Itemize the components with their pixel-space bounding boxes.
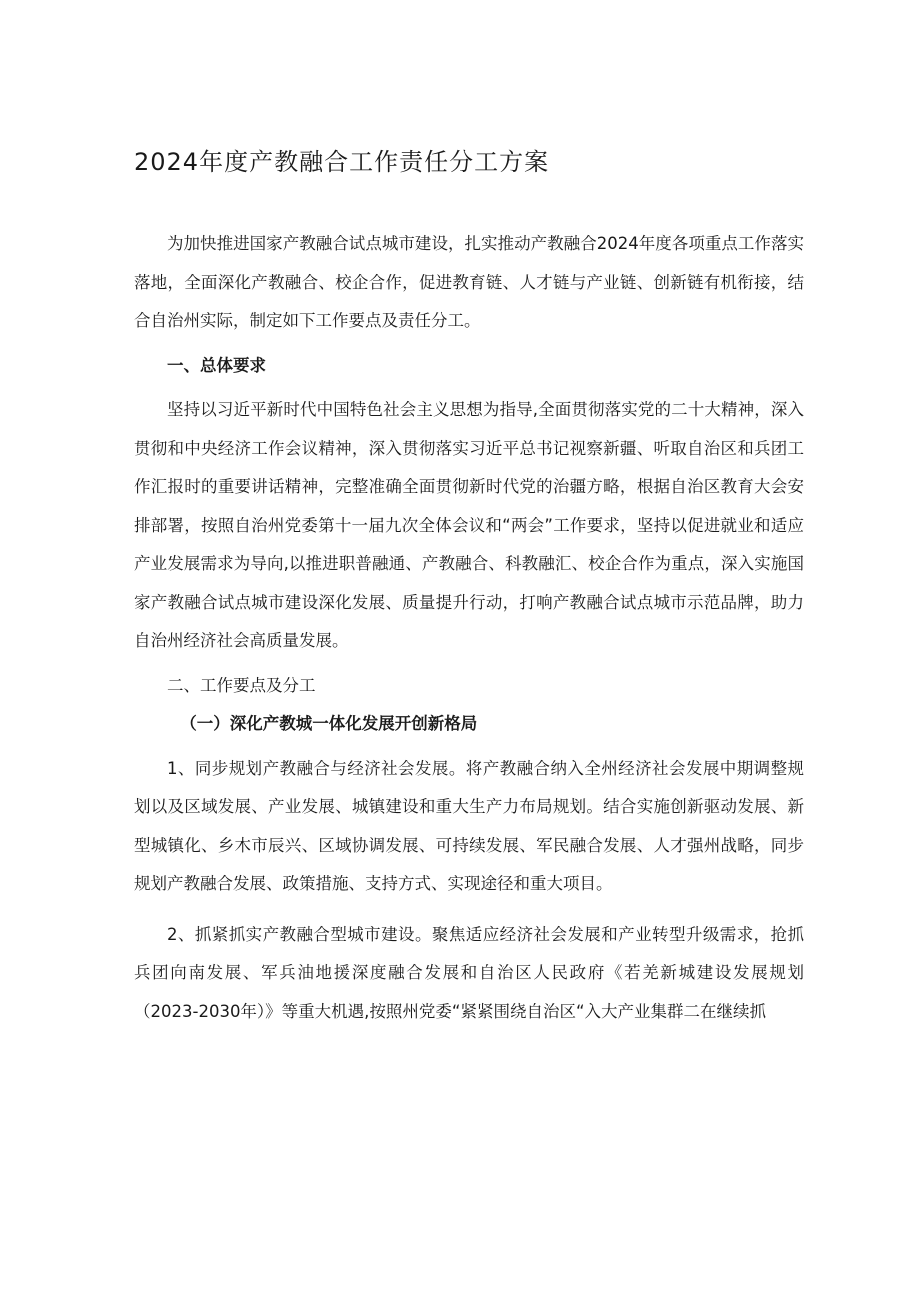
intro-paragraph: 为加快推进国家产教融合试点城市建设，扎实推动产教融合2024年度各项重点工作落实落地，全面深化产教融合、校企合作，促进教育链、人才链与产业链、创新链有机衔接，结合自治州实际，制定如下工作要点及责任分工。 [134, 234, 804, 330]
subsection-heading-integration: （一）深化产教城一体化发展开创新格局 [180, 714, 478, 733]
section-heading-work-points: 二、工作要点及分工 [167, 675, 316, 695]
document-title: 2024年度产教融合工作责任分工方案 [134, 148, 550, 176]
general-requirements-paragraph: 坚持以习近平新时代中国特色社会主义思想为指导,全面贯彻落实党的二十大精神，深入贯彻和中央经济工作会议精神，深入贯彻落实习近平总书记视察新疆、听取自治区和兵团工作汇报时的重要讲话精神，完整准确全面贯彻新时代党的治疆方略，根据自治区教育大会安排部署，按照自治州党委第十一届九次全体会议和“两会”工作要求，坚持以促进就业和适应产业发展需求为导向,以推进职普融通、产教融合、科教融汇、校企合作为重点，深入实施国家产教融合试点城市建设深化发展、质量提升行动，打响产教融合试点城市示范品牌，助力自治州经济社会高质量发展。 [134, 400, 804, 650]
section-heading-general-requirements: 一、总体要求 [167, 355, 266, 375]
list-item-city-construction: 2、抓紧抓实产教融合型城市建设。聚焦适应经济社会发展和产业转型升级需求，抢抓兵团向南发展、军兵油地援深度融合发展和自治区人民政府《若羌新城建设发展规划（2023-2030年）》等重大机遇,按照州党委“紧紧围绕自治区“入大产业集群二在继续抓 [134, 924, 804, 1021]
document-body [134, 225, 804, 1031]
list-item-planning: 1、同步规划产教融合与经济社会发展。将产教融合纳入全州经济社会发展中期调整规划以及区域发展、产业发展、城镇建设和重大生产力布局规划。结合实施创新驱动发展、新型城镇化、乡木市辰兴、区域协调发展、可持续发展、军民融合发展、人才强州战略，同步规划产教融合发展、政策措施、支持方式、实现途径和重大项目。 [134, 758, 804, 893]
